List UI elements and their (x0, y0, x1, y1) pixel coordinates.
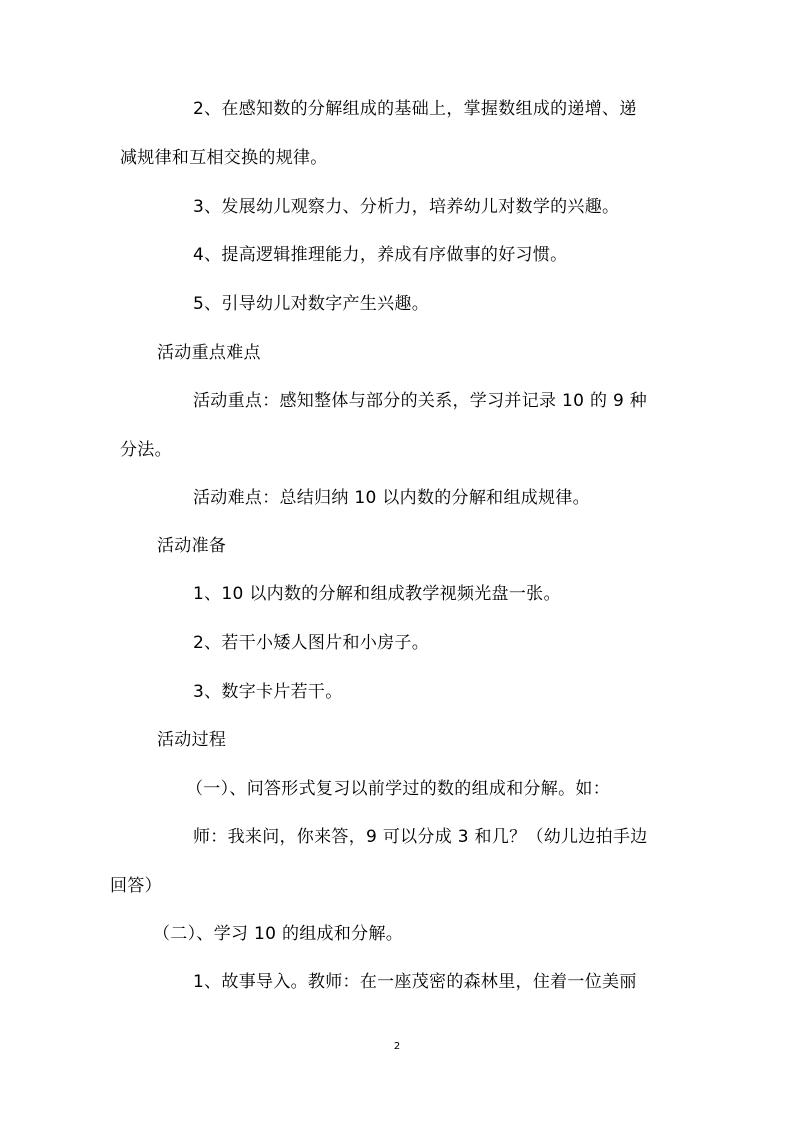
text-line: 分法。 (120, 440, 172, 460)
page-number: 2 (393, 1041, 401, 1052)
text-line: 活动重点：感知整体与部分的关系，学习并记录 10 的 9 种 (193, 391, 648, 411)
text-line: 2、在感知数的分解组成的基础上，掌握数组成的递增、递 (193, 99, 637, 119)
section-heading: 活动重点难点 (157, 343, 261, 363)
text-line: 师：我来问，你来答，9 可以分成 3 和几？（幼儿边拍手边 (193, 827, 648, 847)
text-line: 5、引导幼儿对数字产生兴趣。 (193, 294, 430, 314)
text-line: 1、故事导入。教师：在一座茂密的森林里，住着一位美丽 (193, 972, 637, 992)
section-heading: 活动准备 (157, 536, 227, 556)
text-line: 回答） (110, 876, 162, 896)
text-line: 3、数字卡片若干。 (193, 682, 343, 702)
section-heading: 活动过程 (157, 730, 227, 750)
text-line: 活动难点：总结归纳 10 以内数的分解和组成规律。 (193, 488, 590, 508)
text-line: 1、10 以内数的分解和组成教学视频光盘一张。 (193, 584, 561, 604)
text-line: （一）、问答形式复习以前学过的数的组成和分解。如： (186, 779, 610, 799)
text-line: 减规律和互相交换的规律。 (120, 148, 328, 168)
text-line: 4、提高逻辑推理能力，养成有序做事的好习惯。 (193, 245, 568, 265)
text-line: 2、若干小矮人图片和小房子。 (193, 633, 430, 653)
text-line: （二）、学习 10 的组成和分解。 (153, 924, 404, 944)
text-line: 3、发展幼儿观察力、分析力，培养幼儿对数学的兴趣。 (193, 197, 620, 217)
